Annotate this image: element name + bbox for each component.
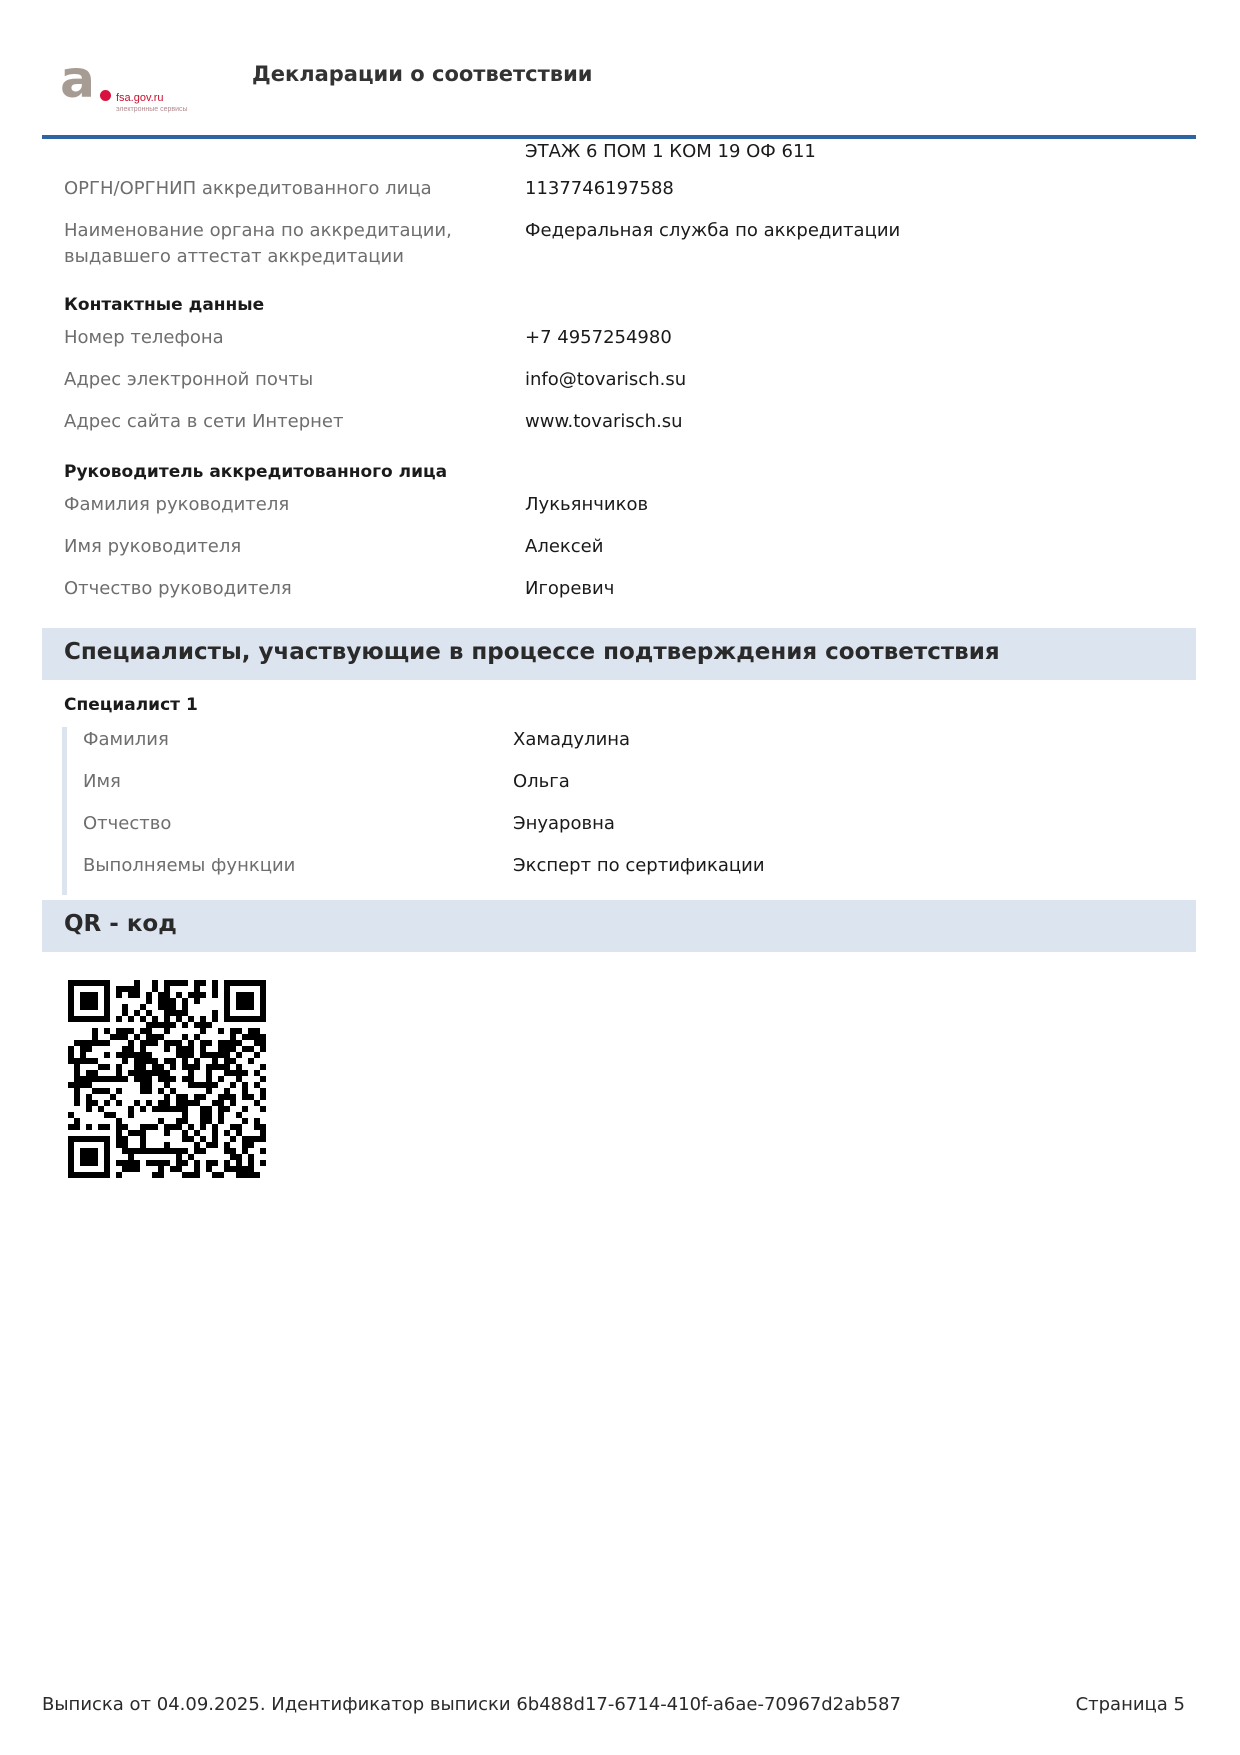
accreditation-authority-value: Федеральная служба по аккредитации [525,220,901,241]
address-continuation-value: ЭТАЖ 6 ПОМ 1 КОМ 19 ОФ 611 [525,141,816,162]
document-title: Декларации о соответствии [252,62,593,86]
logo-dot-icon [100,90,111,101]
phone-value: +7 4957254980 [525,327,672,348]
accreditation-authority-label-line2: выдавшего аттестат аккредитации [64,246,404,267]
logo-domain: fsa.gov.ru [116,92,164,104]
specialist-functions-label: Выполняемы функции [83,855,296,876]
accreditation-authority-label-line1: Наименование органа по аккредитации, [64,220,452,241]
website-label: Адрес сайта в сети Интернет [64,411,344,432]
specialist-surname-value: Хамадулина [513,729,631,750]
logo-mark: a [60,50,96,110]
phone-label: Номер телефона [64,327,224,348]
website-value: www.tovarisch.su [525,411,683,432]
specialists-section-title: Специалисты, участвующие в процессе подтверждения соответствия [64,639,1000,665]
specialists-section-header [42,628,1196,680]
head-person-heading: Руководитель аккредитованного лица [64,462,448,482]
ogrn-label: ОРГН/ОРГНИП аккредитованного лица [64,178,432,199]
email-label: Адрес электронной почты [64,369,314,390]
head-name-label: Имя руководителя [64,536,242,557]
logo-subtitle: электронные сервисы [116,106,188,113]
specialist-surname-label: Фамилия [83,729,169,750]
head-surname-label: Фамилия руководителя [64,494,290,515]
head-patronymic-value: Игоревич [525,578,615,599]
head-patronymic-label: Отчество руководителя [64,578,292,599]
specialist-patronymic-value: Энуаровна [513,813,615,834]
qr-section-title: QR - код [64,911,177,937]
fsa-logo [60,50,220,118]
specialist-functions-value: Эксперт по сертификации [513,855,765,876]
page-header [42,50,1196,136]
ogrn-value: 1137746197588 [525,178,674,199]
accreditation-authority-row [64,218,1184,270]
specialist-card [62,727,1187,895]
email-value: info@tovarisch.su [525,369,687,390]
specialist-patronymic-label: Отчество [83,813,172,834]
qr-section-header [42,900,1196,952]
qr-code-image [68,980,266,1178]
specialist-name-label: Имя [83,771,121,792]
accreditation-authority-label [64,218,484,270]
head-surname-value: Лукьянчиков [525,494,649,515]
head-name-value: Алексей [525,536,604,557]
page-number: Страница 5 [1075,1694,1185,1715]
specialist-name-value: Ольга [513,771,570,792]
extract-id-footer: Выписка от 04.09.2025. Идентификатор выписки 6b488d17-6714-410f-a6ae-70967d2ab587 [42,1694,901,1715]
specialist-heading: Специалист 1 [64,695,198,715]
contacts-heading: Контактные данные [64,295,265,315]
